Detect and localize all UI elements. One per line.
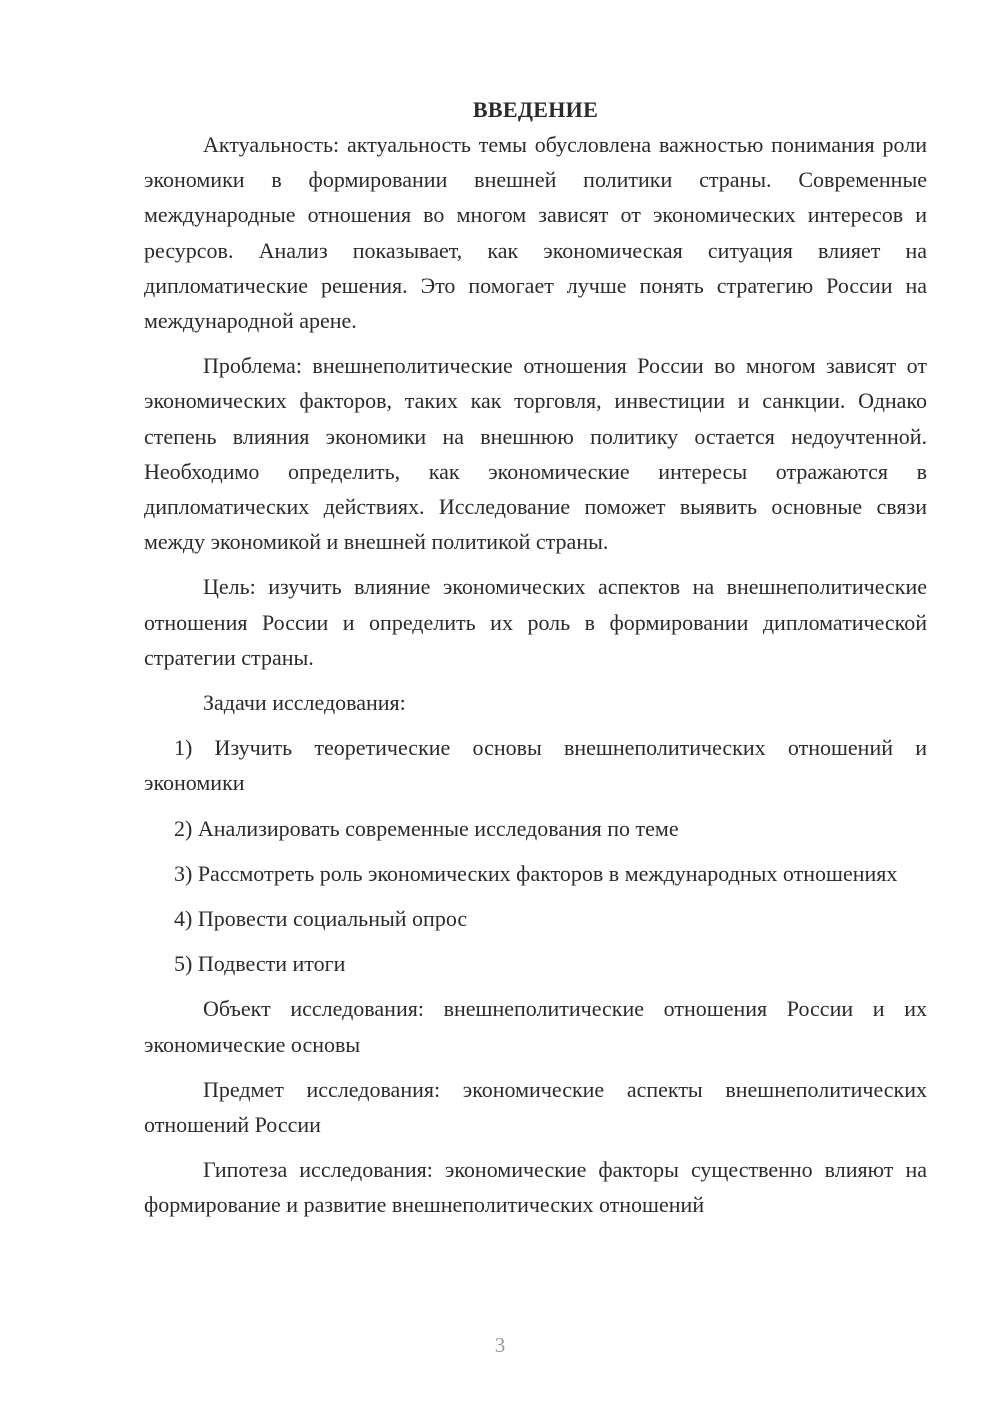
task-item: 2) Анализировать современные исследования по теме [174, 815, 679, 841]
paragraph-subject: Предмет исследования: экономические аспекты внешнеполитических отношений России [144, 1076, 927, 1138]
page-content [144, 92, 927, 1233]
paragraph-tasks-title: Задачи исследования: [203, 690, 406, 716]
paragraph-object: Объект исследования: внешнеполитические отношения России и их экономические основы [144, 996, 927, 1057]
paragraph-relevance: Актуальность: актуальность темы обусловлена важностью понимания роли экономики в формировании внешней политики страны. Современные международные отношения во многом зависят от экономических интересов и ресурсов. Анализ показывает, как экономическая ситуация влияет на дипломатические решения. Это помогает лучше понять стратегию России на международной арене. [144, 132, 927, 334]
task-item: 5) Подвести итоги [174, 951, 346, 977]
page-number: 3 [494, 1333, 506, 1357]
task-item: 1) Изучить теоретические основы внешнеполитических отношений и экономики [144, 735, 927, 796]
paragraph-goal: Цель: изучить влияние экономических аспектов на внешнеполитические отношения России и определить их роль в формировании дипломатической стратегии страны. [144, 574, 927, 670]
task-item: 4) Провести социальный опрос [174, 906, 468, 932]
task-item: 3) Рассмотреть роль экономических факторов в международных отношениях [174, 860, 898, 886]
paragraph-problem: Проблема: внешнеполитические отношения России во многом зависят от экономических факторов, таких как торговля, инвестиции и санкции. Однако степень влияния экономики на внешнюю политику остается недоучтенной. Необходимо определить, как экономические интересы отражаются в дипломатических действиях. Исследование поможет выявить основные связи между экономикой и внешней политикой страны. [144, 353, 927, 555]
section-heading: ВВЕДЕНИЕ [472, 97, 599, 122]
paragraph-hypothesis: Гипотеза исследования: экономические факторы существенно влияют на формирование и развитие внешнеполитических отношений [144, 1157, 927, 1218]
